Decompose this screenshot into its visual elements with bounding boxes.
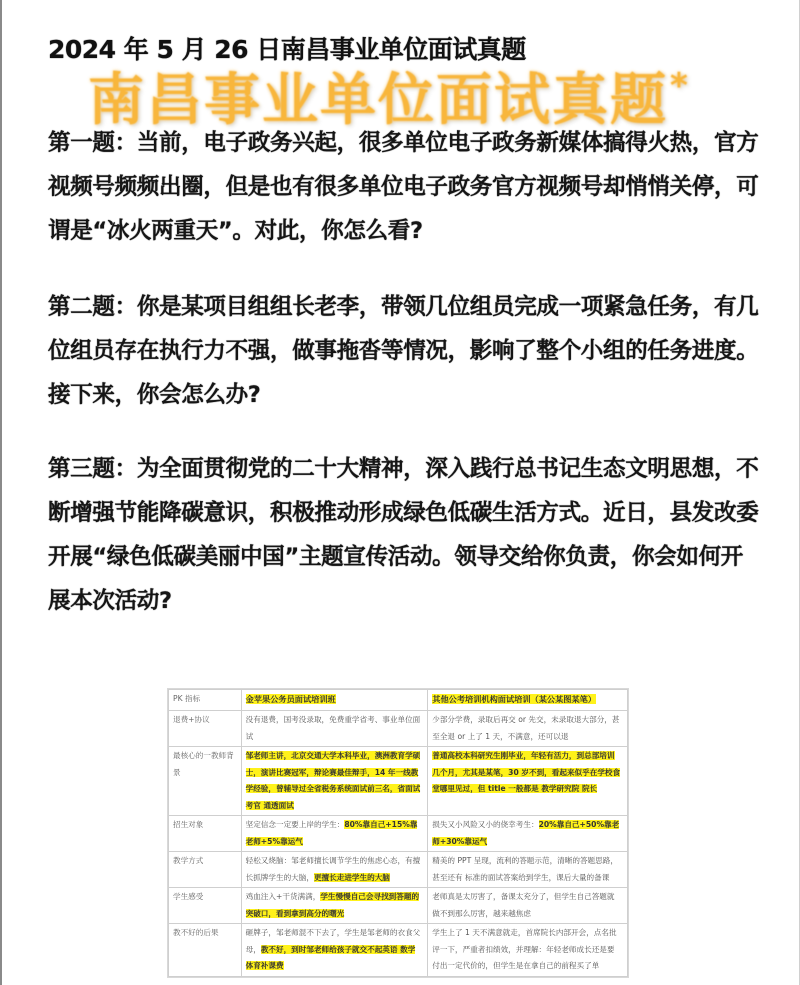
- question-3-text: 为全面贯彻党的二十大精神，深入践行总书记生态文明思想，不断增强节能降碳意识，积极推动形成绿色低碳生活方式。近日，县发改委开展“绿色低碳美丽中国”主题宣传活动。领导交给你负责，你会如何开展本次活动?: [48, 456, 759, 614]
- row-label: 教不好的后果: [169, 924, 242, 977]
- cell-highlight: 80%靠自己+15%靠老师+5%靠运气: [245, 820, 418, 846]
- cell-ours: [241, 816, 428, 852]
- header-cell-metric: PK 指标: [169, 690, 242, 711]
- question-3-label: 第三题：: [48, 456, 137, 482]
- cell-others: [428, 852, 628, 888]
- cell-highlight: 更擅长走进学生的大脑: [313, 872, 390, 882]
- cell-ours: [241, 924, 428, 977]
- header-ours-label: 金苹果公务员面试培训班: [245, 694, 336, 704]
- question-1-label: 第一题：: [48, 130, 137, 156]
- cell-ours: [241, 747, 428, 816]
- cell-highlight: 学生慢慢自己会寻找到答题的突破口，看到拿到高分的曙光: [245, 892, 420, 918]
- cell-text: 精美的 PPT 呈现，流利的答题示范，清晰的答题思路，甚至还有 标准的面试答案给到学生，课后大量的备课: [432, 856, 618, 882]
- comparison-table: [167, 688, 629, 978]
- cell-text: 鸡血注入+干货满满，: [245, 892, 321, 901]
- cell-ours: [241, 711, 428, 747]
- row-label: 学生感受: [169, 888, 242, 924]
- document-title: 2024 年 5 月 26 日南昌事业单位面试真题: [48, 35, 526, 64]
- cell-others: [428, 816, 628, 852]
- cell-others: [428, 711, 628, 747]
- cell-highlight: 教不好，到时邹老师给孩子就交不起英语 数学 体育补课费: [245, 944, 416, 970]
- cell-others: [428, 747, 628, 816]
- question-2-text: 你是某项目组组长老李，带领几位组员完成一项紧急任务，有几位组员存在执行力不强，做事拖沓等情况，影响了整个小组的任务进度。接下来，你会怎么办?: [48, 294, 759, 408]
- cell-ours: [241, 852, 428, 888]
- cell-text: 老师真是太厉害了，备课太充分了，但学生自己答题就做不到那么厉害，越来越焦虑: [432, 892, 615, 918]
- table-header-row: [169, 690, 628, 711]
- header-others-label: 其他公考培训机构面试培训（某公某图某笔）: [432, 694, 597, 704]
- cell-text: 轻松又烧脑：邹老师擅长调节学生的焦虑心态，有擅长抓牌学生的大脑，: [245, 856, 421, 882]
- table-row: [169, 816, 628, 852]
- cell-text: 坚定信念一定要上岸的学生：: [245, 820, 345, 829]
- question-2-label: 第二题：: [48, 294, 137, 320]
- cell-others: [428, 888, 628, 924]
- question-1-text: 当前，电子政务兴起，很多单位电子政务新媒体搞得火热，官方视频号频频出圈，但是也有很多单位电子政务官方视频号却悄悄关停，可谓是“冰火两重天”。对此，你怎么看?: [48, 130, 759, 244]
- banner-text: 南昌事业单位面试真题: [88, 68, 668, 133]
- row-label: 教学方式: [169, 852, 242, 888]
- cell-text: 少部分学费，录取后再交 or 先交，未录取退大部分，甚至全退 or 上了 1 天，不满意，还可以退: [432, 715, 620, 741]
- table-row: [169, 924, 628, 977]
- table-row: [169, 711, 628, 747]
- question-2: [48, 285, 760, 417]
- cell-text: 学生上了 1 天不满意就走，首席院长内部开会，点名批评一下，严重者扣绩效，并理解：年轻老师成长还是要付出一定代价的，但学生是在拿自己的前程买了单: [432, 928, 617, 970]
- header-cell-ours: [241, 690, 428, 711]
- question-1: [48, 121, 760, 253]
- cell-highlight: 普通高校本科研究生刚毕业，年轻有活力，到总部培训几个月，尤其是某笔，30 岁不到，看起来似乎在学校食堂哪里见过，但 title 一般都是 教学研究院 院长: [432, 751, 621, 793]
- row-label: 最核心的一教师背景: [169, 747, 242, 816]
- cell-highlight: 20%靠自己+50%靠老师+30%靠运气: [432, 820, 620, 846]
- table-row: [169, 852, 628, 888]
- table-row: [169, 888, 628, 924]
- cell-text: 砸牌子，邹老师混不下去了，学生是邹老师的衣食父母，: [245, 928, 421, 954]
- table-row: [169, 747, 628, 816]
- cell-text: 没有退费，国考没录取，免费重学省考、事业单位面试: [245, 715, 421, 741]
- question-3: [48, 447, 760, 623]
- header-cell-others: [428, 690, 628, 711]
- row-label: 招生对象: [169, 816, 242, 852]
- page-left-border: [0, 0, 2, 985]
- cell-highlight: 邹老师主讲，北京交通大学本科毕业，澳洲教育学硕士，演讲比赛冠军，辩论赛最佳辩手，14 年一线教学经验，曾辅导过全省税务系统面试前三名，省面试考官 通透面试: [245, 751, 421, 810]
- cell-others: [428, 924, 628, 977]
- cell-text: 损失又小风险又小的侥幸考生：: [432, 820, 539, 829]
- star-icon: *: [670, 66, 690, 106]
- row-label: 退费+协议: [169, 711, 242, 747]
- cell-ours: [241, 888, 428, 924]
